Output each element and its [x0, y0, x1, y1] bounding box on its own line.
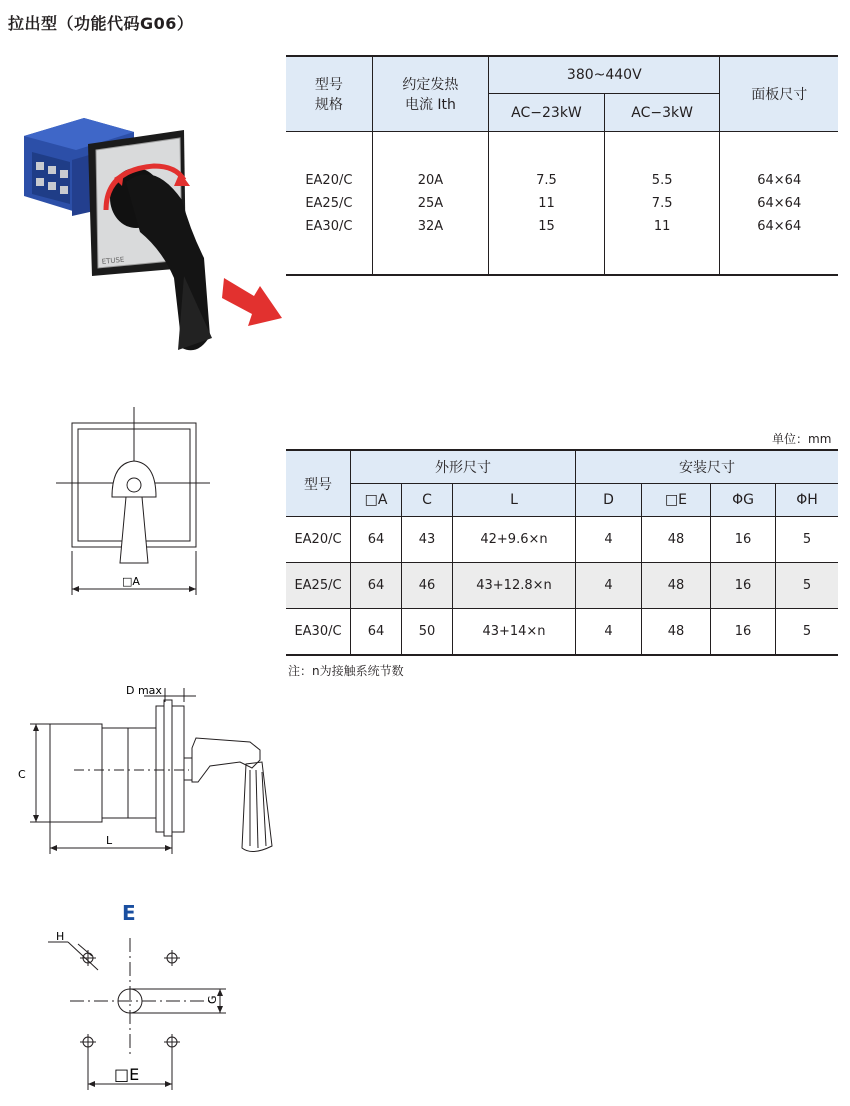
spec-cell: 7.5	[536, 172, 557, 188]
spec-head-current-2: 电流 Ith	[404, 97, 456, 113]
front-view-drawing	[50, 405, 220, 597]
spec-cell: EA20/C	[305, 172, 353, 188]
brand-label: ETUSE	[101, 255, 125, 266]
spec-cell: 7.5	[651, 195, 673, 211]
dim-cell: 50	[402, 609, 453, 655]
dim-cell: 43	[402, 517, 453, 563]
dim-cell: 64	[351, 563, 402, 609]
spec-col-panel	[720, 132, 838, 276]
table-row	[286, 517, 838, 563]
spec-cell: 11	[653, 218, 671, 234]
dim-head-mount: 安装尺寸	[576, 450, 839, 484]
unit-label: 单位：mm	[772, 432, 832, 446]
spec-head-panel: 面板尺寸	[720, 56, 838, 132]
spec-cell: 15	[538, 218, 555, 234]
side-view-drawing	[14, 682, 294, 858]
dim-cell: 5	[776, 517, 839, 563]
spec-head-model	[286, 56, 372, 132]
spec-col-ac23	[489, 132, 605, 276]
dim-cell: 48	[642, 563, 711, 609]
dim-cell: 4	[576, 563, 642, 609]
side-dim-D: D max	[126, 684, 162, 697]
spec-cell: 5.5	[651, 172, 673, 188]
spec-col-model	[286, 132, 372, 276]
dim-cell: 16	[711, 609, 776, 655]
front-dim-A: □A	[122, 575, 140, 588]
dim-cell: 43+14×n	[453, 609, 576, 655]
dim-col-A: □A	[351, 484, 402, 517]
spec-head-ac23: AC−23kW	[489, 94, 605, 132]
dim-col-G: ΦG	[711, 484, 776, 517]
spec-table	[286, 55, 838, 276]
side-dim-C: C	[18, 768, 26, 781]
dim-cell: EA30/C	[286, 609, 351, 655]
dim-cell: 64	[351, 517, 402, 563]
dim-col-E: □E	[642, 484, 711, 517]
dim-cell: 4	[576, 609, 642, 655]
product-photo	[14, 100, 284, 370]
spec-cell: EA30/C	[305, 218, 353, 234]
dimension-table	[286, 449, 838, 656]
spec-head-ac3: AC−3kW	[604, 94, 720, 132]
dim-cell: 48	[642, 609, 711, 655]
spec-col-ac3	[604, 132, 720, 276]
dim-head-model: 型号	[286, 450, 351, 517]
spec-cell: 64×64	[757, 218, 802, 234]
spec-head-model-2: 规格	[314, 97, 343, 113]
spec-cell: 32A	[417, 218, 444, 234]
dim-col-H: ΦH	[776, 484, 839, 517]
dim-cell: 5	[776, 563, 839, 609]
mount-dim-G: G	[206, 995, 219, 1004]
dim-col-L: L	[453, 484, 576, 517]
dim-cell: 43+12.8×n	[453, 563, 576, 609]
side-dim-L: L	[106, 834, 113, 847]
dim-head-outer: 外形尺寸	[351, 450, 576, 484]
footnote: 注：n为接触系统节数	[288, 664, 404, 678]
spec-col-current	[372, 132, 488, 276]
dim-cell: 16	[711, 563, 776, 609]
dim-cell: EA20/C	[286, 517, 351, 563]
dim-cell: 42+9.6×n	[453, 517, 576, 563]
table-row	[286, 563, 838, 609]
spec-cell: 11	[538, 195, 555, 211]
spec-cell: 20A	[417, 172, 444, 188]
mount-dim-H: H	[56, 930, 65, 943]
page-title: 拉出型（功能代码G06）	[8, 14, 194, 33]
spec-head-voltage: 380~440V	[489, 56, 720, 94]
dim-col-C: C	[402, 484, 453, 517]
mount-title: E	[122, 901, 136, 925]
dim-cell: 48	[642, 517, 711, 563]
spec-cell: 64×64	[757, 195, 802, 211]
spec-head-model-1: 型号	[314, 77, 343, 93]
dim-cell: 5	[776, 609, 839, 655]
spec-cell: 64×64	[757, 172, 802, 188]
table-row	[286, 609, 838, 655]
spec-head-current	[372, 56, 488, 132]
mounting-drawing	[40, 898, 240, 1098]
mount-dim-E: □E	[114, 1065, 140, 1084]
dim-cell: 16	[711, 517, 776, 563]
spec-cell: 25A	[417, 195, 444, 211]
spec-head-current-1: 约定发热	[402, 77, 459, 93]
dim-cell: 46	[402, 563, 453, 609]
dim-col-D: D	[576, 484, 642, 517]
dim-cell: 64	[351, 609, 402, 655]
spec-cell: EA25/C	[305, 195, 353, 211]
dim-cell: EA25/C	[286, 563, 351, 609]
dim-cell: 4	[576, 517, 642, 563]
